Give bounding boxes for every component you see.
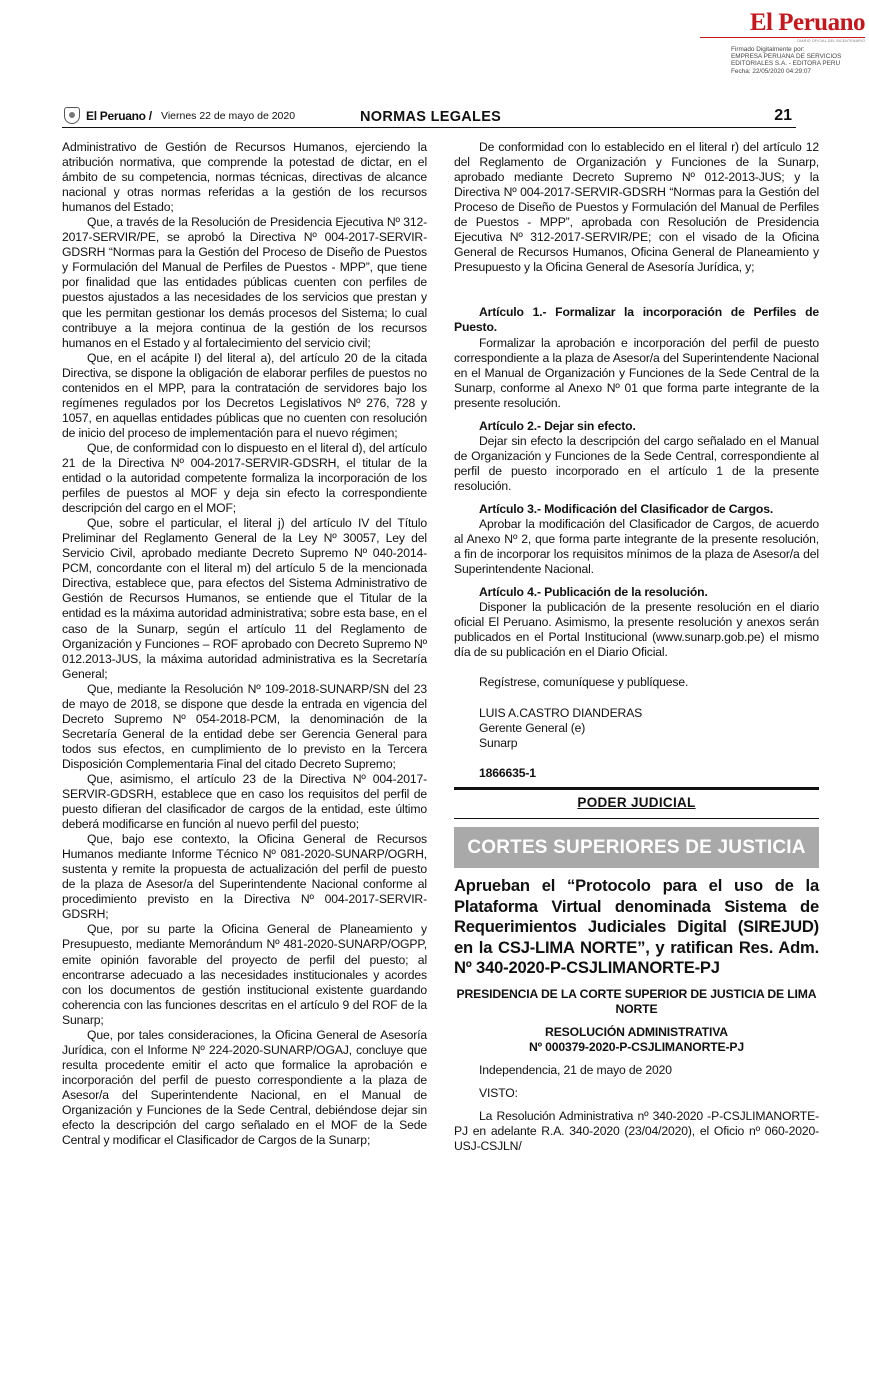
- signer-organization: Sunarp: [479, 735, 518, 750]
- paragraph: Que, a través de la Resolución de Presidencia Ejecutiva Nº 312-2017-SERVIR/PE, se aprobó la Directiva Nº 004-2017-SERVIR-GDSRH “Normas para la Gestión del Proceso de Diseño de Puestos y Formulación del Manual de Perfiles de Puestos - MPP”, que tiene por finalidad que las entidades públicas cuenten con perfiles de puestos ajustados a las necesidades de los servicios que prestan y que les permitan gestionar los demás procesos del Sistema; lo cual contribuye a la mejora continua de la gestión de los recursos humanos en el Estado y al fortalecimiento del servicio civil;: [62, 215, 427, 350]
- el-peruano-logo: [700, 10, 865, 43]
- paragraph: Que, sobre el particular, el literal j) del artículo IV del Título Preliminar del Reglamento General de la Ley Nº 30057, Ley del Servicio Civil, aprobado mediante Decreto Supremo Nº 040-2014-PCM, concordante con el literal m) del artículo 5 de la mencionada Directiva, establece que, para efectos del Sistema Administrativo de Gestión de Recursos Humanos, se entiende que el Titular de la entidad es la máxima autoridad administrativa; sobre esta base, en el caso de la Sunarp, según el artículo 11 del Reglamento de Organización y Funciones – ROF aprobado con Decreto Supremo Nº 012.2013-JUS, la máxima autoridad administrativa es la Secretaría General;: [62, 516, 427, 681]
- signature-line: Fecha: 22/05/2020 04:29:07: [731, 67, 811, 75]
- crest-icon: [64, 107, 80, 124]
- paragraph: Que, por su parte la Oficina General de Planeamiento y Presupuesto, mediante Memorándum Nº 481-2020-SUNARP/OGPP, emite opinión favorable del proyecto de perfil del puesto; al encontrarse adecuado a las necesidades institucionales y acordes con los documentos de gestión institucional existente guardando coherencia con las funciones descritas en el artículo 9 del ROF de la Sunarp;: [62, 922, 427, 1027]
- paragraph: Que, por tales consideraciones, la Oficina General de Asesoría Jurídica, con el Informe Nº 224-2020-SUNARP/OGAJ, concluye que resulta procedente emitir el acto que formalice la aprobación e incorporación del perfil de puesto correspondiente a la plaza de Asesor/a del Superintendente Nacional, en el Manual de Organización y Funciones de la Sede Central, debiéndose dejar sin efecto la descripción del cargo señalado en el MOF de la Sede Central y modificar el Clasificador de Cargos de la Sunarp;: [62, 1027, 427, 1148]
- right-column: [454, 140, 819, 1154]
- subsection-band: CORTES SUPERIORES DE JUSTICIA: [454, 827, 819, 868]
- header-section: NORMAS LEGALES: [360, 109, 502, 125]
- section-divider: [454, 818, 819, 820]
- logo-name: El Peruano: [749, 9, 865, 36]
- article-headline: Aprueban el “Protocolo para el uso de la Plataforma Virtual denominada Sistema de Requerimientos Judiciales Digital (SIREJUD) en la CSJ-LIMA NORTE”, y ratifican Res. Adm. Nº 340-2020-P-CSJLIMANORTE-PJ: [454, 876, 819, 978]
- article-1-title: Artículo 1.- Formalizar la incorporación de Perfiles de Puesto.: [454, 305, 819, 335]
- article-2-title: Artículo 2.- Dejar sin efecto.: [479, 418, 636, 433]
- resolution-type: RESOLUCIÓN ADMINISTRATIVA: [545, 1024, 728, 1039]
- signature-line: Firmado Digitalmente por:: [731, 46, 805, 53]
- article-3-title: Artículo 3.- Modificación del Clasificador de Cargos.: [479, 501, 774, 516]
- article-4-text: Disponer la publicación de la presente resolución en el diario oficial El Peruano. Asimismo, la presente resolución y anexos serán publicados en el Portal Institucional (www.sunarp.gob.pe) el mismo día de su publicación en el Diario Oficial.: [454, 600, 819, 660]
- resolution-number: Nº 000379-2020-P-CSJLIMANORTE-PJ: [528, 1039, 745, 1054]
- article-4-title: Artículo 4.- Publicación de la resolución.: [479, 585, 708, 600]
- paragraph: Que, de conformidad con lo dispuesto en el literal d), del artículo 21 de la Directiva Nº 004-2017-SERVIR-GDSRH, el titular de la entidad o la autoridad competente formaliza la incorporación de los perfiles de puestos al MOF y deja sin efecto la correspondiente descripción del cargo en el MOF;: [62, 440, 427, 516]
- publication-code: 1866635-1: [479, 765, 536, 780]
- header-paper-name: El Peruano /: [86, 109, 152, 123]
- paragraph: De conformidad con lo establecido en el literal r) del artículo 12 del Reglamento de Organización y Funciones de la Sunarp, aprobado mediante Decreto Supremo Nº 012-2013-JUS; y la Directiva Nº 004-2017-SERVIR-GDSRH “Normas para la Gestión del Proceso de Diseño de Puestos y Formulación del Manual de Perfiles de Puestos - MPP”, aprobada con Resolución de Presidencia Ejecutiva Nº 312-2017-SERVIR/PE; con el visado de la Oficina General de Recursos Humanos, Oficina General de Planeamiento y Presupuesto y la Oficina General de Asesoría Jurídica, y;: [454, 140, 819, 275]
- paragraph: La Resolución Administrativa nº 340-2020 -P-CSJLIMANORTE-PJ en adelante R.A. 340-2020 (23/04/2020), el Oficio nº 060-2020-USJ-CSJLN/: [454, 1108, 819, 1153]
- signer-name: LUIS A.CASTRO DIANDERAS: [479, 705, 643, 720]
- paragraph: Que, en el acápite I) del literal a), del artículo 20 de la citada Directiva, se dispone la obligación de elaborar perfiles de puestos no contenidos en el MPP, para la contratación de servidores bajo los regímenes regulados por los Decretos Legislativos Nº 276, 728 y 1057, en aquellas entidades públicas que no cuenten con resolución de inicio del proceso de implementación para el nuevo régimen;: [62, 350, 427, 440]
- digital-signature: [731, 46, 866, 75]
- article-2-text: Dejar sin efecto la descripción del cargo señalado en el Manual de Organización y Funciones de la Sede Central, correspondiente al perfil de puesto incorporado en el artículo 1 de la presente resolución.: [454, 433, 819, 493]
- article-1-text: Formalizar la aprobación e incorporación del perfil de puesto correspondiente a la plaza de Asesor/a del Superintendente Nacional en el Manual de Organización y Funciones de la Sede Central de la Sunarp, conforme al Anexo Nº 01 que forma parte integrante de la presente resolución.: [454, 335, 819, 410]
- paragraph: Que, mediante la Resolución Nº 109-2018-SUNARP/SN del 23 de mayo de 2018, se dispone que desde la entrada en vigencia del Decreto Supremo Nº 054-2018-PCM, la denominación de la Secretaría General de la entidad debe ser Gerencia General para todos sus efectos, en cumplimiento de lo previsto en la Tercera Disposición Complementaria Final del citado Decreto Supremo;: [62, 681, 427, 771]
- page-header: [62, 106, 796, 128]
- visto-heading: VISTO:: [479, 1085, 518, 1100]
- issuer-heading: PRESIDENCIA DE LA CORTE SUPERIOR DE JUSTICIA DE LIMA NORTE: [456, 986, 817, 1016]
- paragraph: Que, asimismo, el artículo 23 de la Directiva Nº 004-2017-SERVIR-GDSRH, establece que en caso los requisitos del perfil de puesto difieran del clasificador de cargos de la entidad, este último deberá modificarse en función al nuevo perfil del puesto;: [62, 771, 427, 832]
- paragraph: Que, bajo ese contexto, la Oficina General de Recursos Humanos mediante Informe Técnico Nº 081-2020-SUNARP/OGRH, sustenta y remite la propuesta de actualización del perfil de puesto de la plaza de Asesor/a del Superintendente Nacional conforme al procedimiento previsto en la Directiva Nº 004-2017-SERVIR-GDSRH;: [62, 832, 427, 922]
- place-date: Independencia, 21 de mayo de 2020: [479, 1062, 672, 1077]
- signer-role: Gerente General (e): [479, 720, 586, 735]
- section-title: PODER JUDICIAL: [577, 794, 696, 810]
- signature-line: EDITORIALES S.A. - EDITORA PERU: [731, 60, 841, 68]
- paragraph: Administrativo de Gestión de Recursos Humanos, ejerciendo la atribución normativa, que comprende la potestad de dictar, en el ámbito de su competencia, normas técnicas, directivas de alcance nacional y otras normas referidas a la gestión de los recursos humanos del Estado;: [62, 140, 427, 215]
- article-3-text: Aprobar la modificación del Clasificador de Cargos, de acuerdo al Anexo Nº 2, que forma parte integrante de la presente resolución, a fin de incorporar los requisitos mínimos de la plaza de Asesor/a del Superintendente Nacional.: [454, 517, 819, 577]
- signature-line: EMPRESA PERUANA DE SERVICIOS: [731, 53, 842, 61]
- left-column: [62, 140, 427, 1148]
- header-date: Viernes 22 de mayo de 2020: [161, 110, 296, 122]
- logo-tagline: DIARIO OFICIAL DEL BICENTENARIO: [700, 37, 865, 43]
- page-number: 21: [774, 107, 792, 124]
- closing-formula: Regístrese, comuníquese y publíquese.: [479, 675, 689, 690]
